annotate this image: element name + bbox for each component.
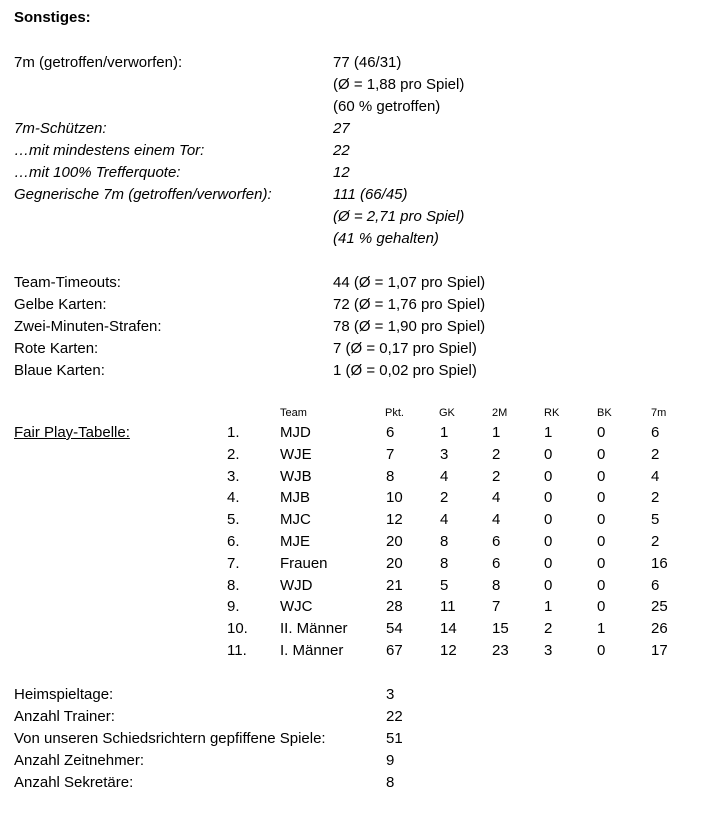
blue-cards-value: 1 (Ø = 0,02 pro Spiel) [333, 362, 477, 379]
timekeepers-label: Anzahl Zeitnehmer: [14, 752, 145, 769]
yellow-cards-value: 72 (Ø = 1,76 pro Spiel) [333, 296, 486, 313]
fairplay-cell-2m: 6 [492, 533, 501, 550]
shooters-value: 27 [333, 120, 350, 137]
fairplay-cell-points: 12 [386, 511, 403, 528]
trainers-value: 22 [386, 708, 403, 725]
sevenm-average: (Ø = 1,88 pro Spiel) [333, 76, 465, 93]
fairplay-cell-gk: 1 [440, 424, 449, 441]
header-gk: GK [439, 407, 455, 419]
referee-games-label: Von unseren Schiedsrichtern gepfiffene Spiele: [14, 730, 326, 747]
fairplay-cell-team: MJE [280, 533, 310, 550]
shooters-hundred-label: …mit 100% Trefferquote: [14, 164, 181, 181]
yellow-cards-label: Gelbe Karten: [14, 296, 107, 313]
fairplay-cell-bk: 0 [597, 642, 606, 659]
fairplay-cell-gk: 14 [440, 620, 457, 637]
shooters-hundred-value: 12 [333, 164, 350, 181]
fairplay-cell-rk: 0 [544, 511, 553, 528]
fairplay-cell-points: 54 [386, 620, 403, 637]
fairplay-cell-points: 28 [386, 598, 403, 615]
fairplay-cell-rk: 1 [544, 598, 553, 615]
header-7m: 7m [651, 407, 667, 419]
fairplay-cell-7m: 25 [651, 598, 668, 615]
red-cards-value: 7 (Ø = 0,17 pro Spiel) [333, 340, 477, 357]
shooters-label: 7m-Schützen: [14, 120, 107, 137]
secretaries-label: Anzahl Sekretäre: [14, 774, 134, 791]
fairplay-cell-2m: 4 [492, 489, 501, 506]
blue-cards-label: Blaue Karten: [14, 362, 105, 379]
fairplay-cell-gk: 12 [440, 642, 457, 659]
fairplay-cell-team: WJC [280, 598, 313, 615]
fairplay-cell-rank: 10. [227, 620, 248, 637]
fairplay-cell-gk: 8 [440, 533, 449, 550]
fairplay-cell-bk: 0 [597, 598, 606, 615]
fairplay-cell-rank: 9. [227, 598, 240, 615]
fairplay-cell-bk: 0 [597, 511, 606, 528]
fairplay-cell-rank: 2. [227, 446, 240, 463]
fairplay-cell-2m: 8 [492, 577, 501, 594]
header-team: Team [280, 407, 307, 419]
header-rk: RK [544, 407, 560, 419]
fairplay-cell-bk: 0 [597, 468, 606, 485]
fairplay-cell-team: Frauen [280, 555, 328, 572]
two-minute-label: Zwei-Minuten-Strafen: [14, 318, 162, 335]
fairplay-cell-bk: 0 [597, 489, 606, 506]
header-2m: 2M [492, 407, 508, 419]
fairplay-cell-2m: 2 [492, 446, 501, 463]
fairplay-cell-2m: 15 [492, 620, 509, 637]
fairplay-cell-2m: 4 [492, 511, 501, 528]
header-bk: BK [597, 407, 612, 419]
fairplay-cell-team: II. Männer [280, 620, 348, 637]
fairplay-cell-7m: 26 [651, 620, 668, 637]
fairplay-cell-gk: 11 [440, 598, 456, 615]
fairplay-cell-7m: 2 [651, 489, 660, 506]
sevenm-percentage: (60 % getroffen) [333, 98, 441, 115]
fairplay-cell-rank: 7. [227, 555, 240, 572]
fairplay-cell-bk: 1 [597, 620, 606, 637]
fairplay-cell-rk: 0 [544, 533, 553, 550]
fairplay-cell-bk: 0 [597, 577, 606, 594]
opponent-sevenm-label: Gegnerische 7m (getroffen/verworfen): [14, 186, 272, 203]
fairplay-cell-team: WJD [280, 577, 313, 594]
shooters-min-one-value: 22 [333, 142, 350, 159]
two-minute-value: 78 (Ø = 1,90 pro Spiel) [333, 318, 486, 335]
header-points: Pkt. [385, 407, 404, 419]
fairplay-cell-bk: 0 [597, 555, 606, 572]
fairplay-cell-2m: 6 [492, 555, 501, 572]
fairplay-cell-7m: 6 [651, 424, 660, 441]
fairplay-cell-points: 21 [386, 577, 403, 594]
fairplay-cell-rank: 4. [227, 489, 240, 506]
fairplay-cell-2m: 7 [492, 598, 501, 615]
fairplay-title: Fair Play-Tabelle: [14, 424, 130, 441]
fairplay-cell-team: MJC [280, 511, 311, 528]
opponent-sevenm-value: 111 (66/45) [333, 186, 408, 203]
fairplay-cell-team: WJE [280, 446, 312, 463]
fairplay-cell-7m: 6 [651, 577, 660, 594]
fairplay-cell-gk: 5 [440, 577, 449, 594]
fairplay-cell-team: I. Männer [280, 642, 344, 659]
referee-games-value: 51 [386, 730, 403, 747]
fairplay-cell-2m: 2 [492, 468, 501, 485]
fairplay-cell-points: 6 [386, 424, 395, 441]
section-heading: Sonstiges: [14, 9, 91, 26]
fairplay-cell-points: 10 [386, 489, 403, 506]
home-days-value: 3 [386, 686, 395, 703]
fairplay-cell-gk: 4 [440, 468, 449, 485]
fairplay-cell-rk: 2 [544, 620, 553, 637]
fairplay-cell-rank: 5. [227, 511, 240, 528]
fairplay-cell-rank: 3. [227, 468, 240, 485]
fairplay-cell-gk: 4 [440, 511, 449, 528]
fairplay-cell-rank: 8. [227, 577, 240, 594]
trainers-label: Anzahl Trainer: [14, 708, 115, 725]
fairplay-cell-points: 20 [386, 533, 403, 550]
fairplay-cell-rk: 1 [544, 424, 553, 441]
fairplay-cell-team: WJB [280, 468, 312, 485]
fairplay-cell-2m: 1 [492, 424, 501, 441]
fairplay-cell-rk: 0 [544, 446, 553, 463]
fairplay-cell-rk: 0 [544, 489, 553, 506]
red-cards-label: Rote Karten: [14, 340, 99, 357]
timeouts-label: Team-Timeouts: [14, 274, 121, 291]
fairplay-cell-points: 20 [386, 555, 403, 572]
fairplay-cell-7m: 2 [651, 533, 660, 550]
fairplay-cell-rk: 3 [544, 642, 553, 659]
opponent-sevenm-percentage: (41 % gehalten) [333, 230, 439, 247]
sevenm-value: 77 (46/31) [333, 54, 402, 71]
fairplay-cell-rk: 0 [544, 577, 553, 594]
fairplay-cell-points: 67 [386, 642, 403, 659]
fairplay-cell-7m: 2 [651, 446, 660, 463]
fairplay-cell-7m: 5 [651, 511, 660, 528]
fairplay-cell-rk: 0 [544, 555, 553, 572]
home-days-label: Heimspieltage: [14, 686, 114, 703]
fairplay-cell-points: 8 [386, 468, 395, 485]
fairplay-cell-team: MJB [280, 489, 310, 506]
fairplay-cell-2m: 23 [492, 642, 509, 659]
sevenm-label: 7m (getroffen/verworfen): [14, 54, 183, 71]
timeouts-value: 44 (Ø = 1,07 pro Spiel) [333, 274, 486, 291]
fairplay-cell-7m: 17 [651, 642, 668, 659]
fairplay-cell-rank: 6. [227, 533, 240, 550]
fairplay-cell-gk: 3 [440, 446, 449, 463]
fairplay-cell-bk: 0 [597, 446, 606, 463]
fairplay-cell-rk: 0 [544, 468, 553, 485]
fairplay-cell-bk: 0 [597, 424, 606, 441]
fairplay-cell-gk: 2 [440, 489, 449, 506]
fairplay-cell-gk: 8 [440, 555, 449, 572]
fairplay-cell-team: MJD [280, 424, 311, 441]
fairplay-cell-rank: 11. [227, 642, 247, 659]
fairplay-cell-points: 7 [386, 446, 395, 463]
fairplay-cell-rank: 1. [227, 424, 240, 441]
fairplay-cell-7m: 16 [651, 555, 668, 572]
shooters-min-one-label: …mit mindestens einem Tor: [14, 142, 205, 159]
opponent-sevenm-average: (Ø = 2,71 pro Spiel) [333, 208, 465, 225]
secretaries-value: 8 [386, 774, 395, 791]
fairplay-cell-7m: 4 [651, 468, 660, 485]
fairplay-cell-bk: 0 [597, 533, 606, 550]
timekeepers-value: 9 [386, 752, 395, 769]
